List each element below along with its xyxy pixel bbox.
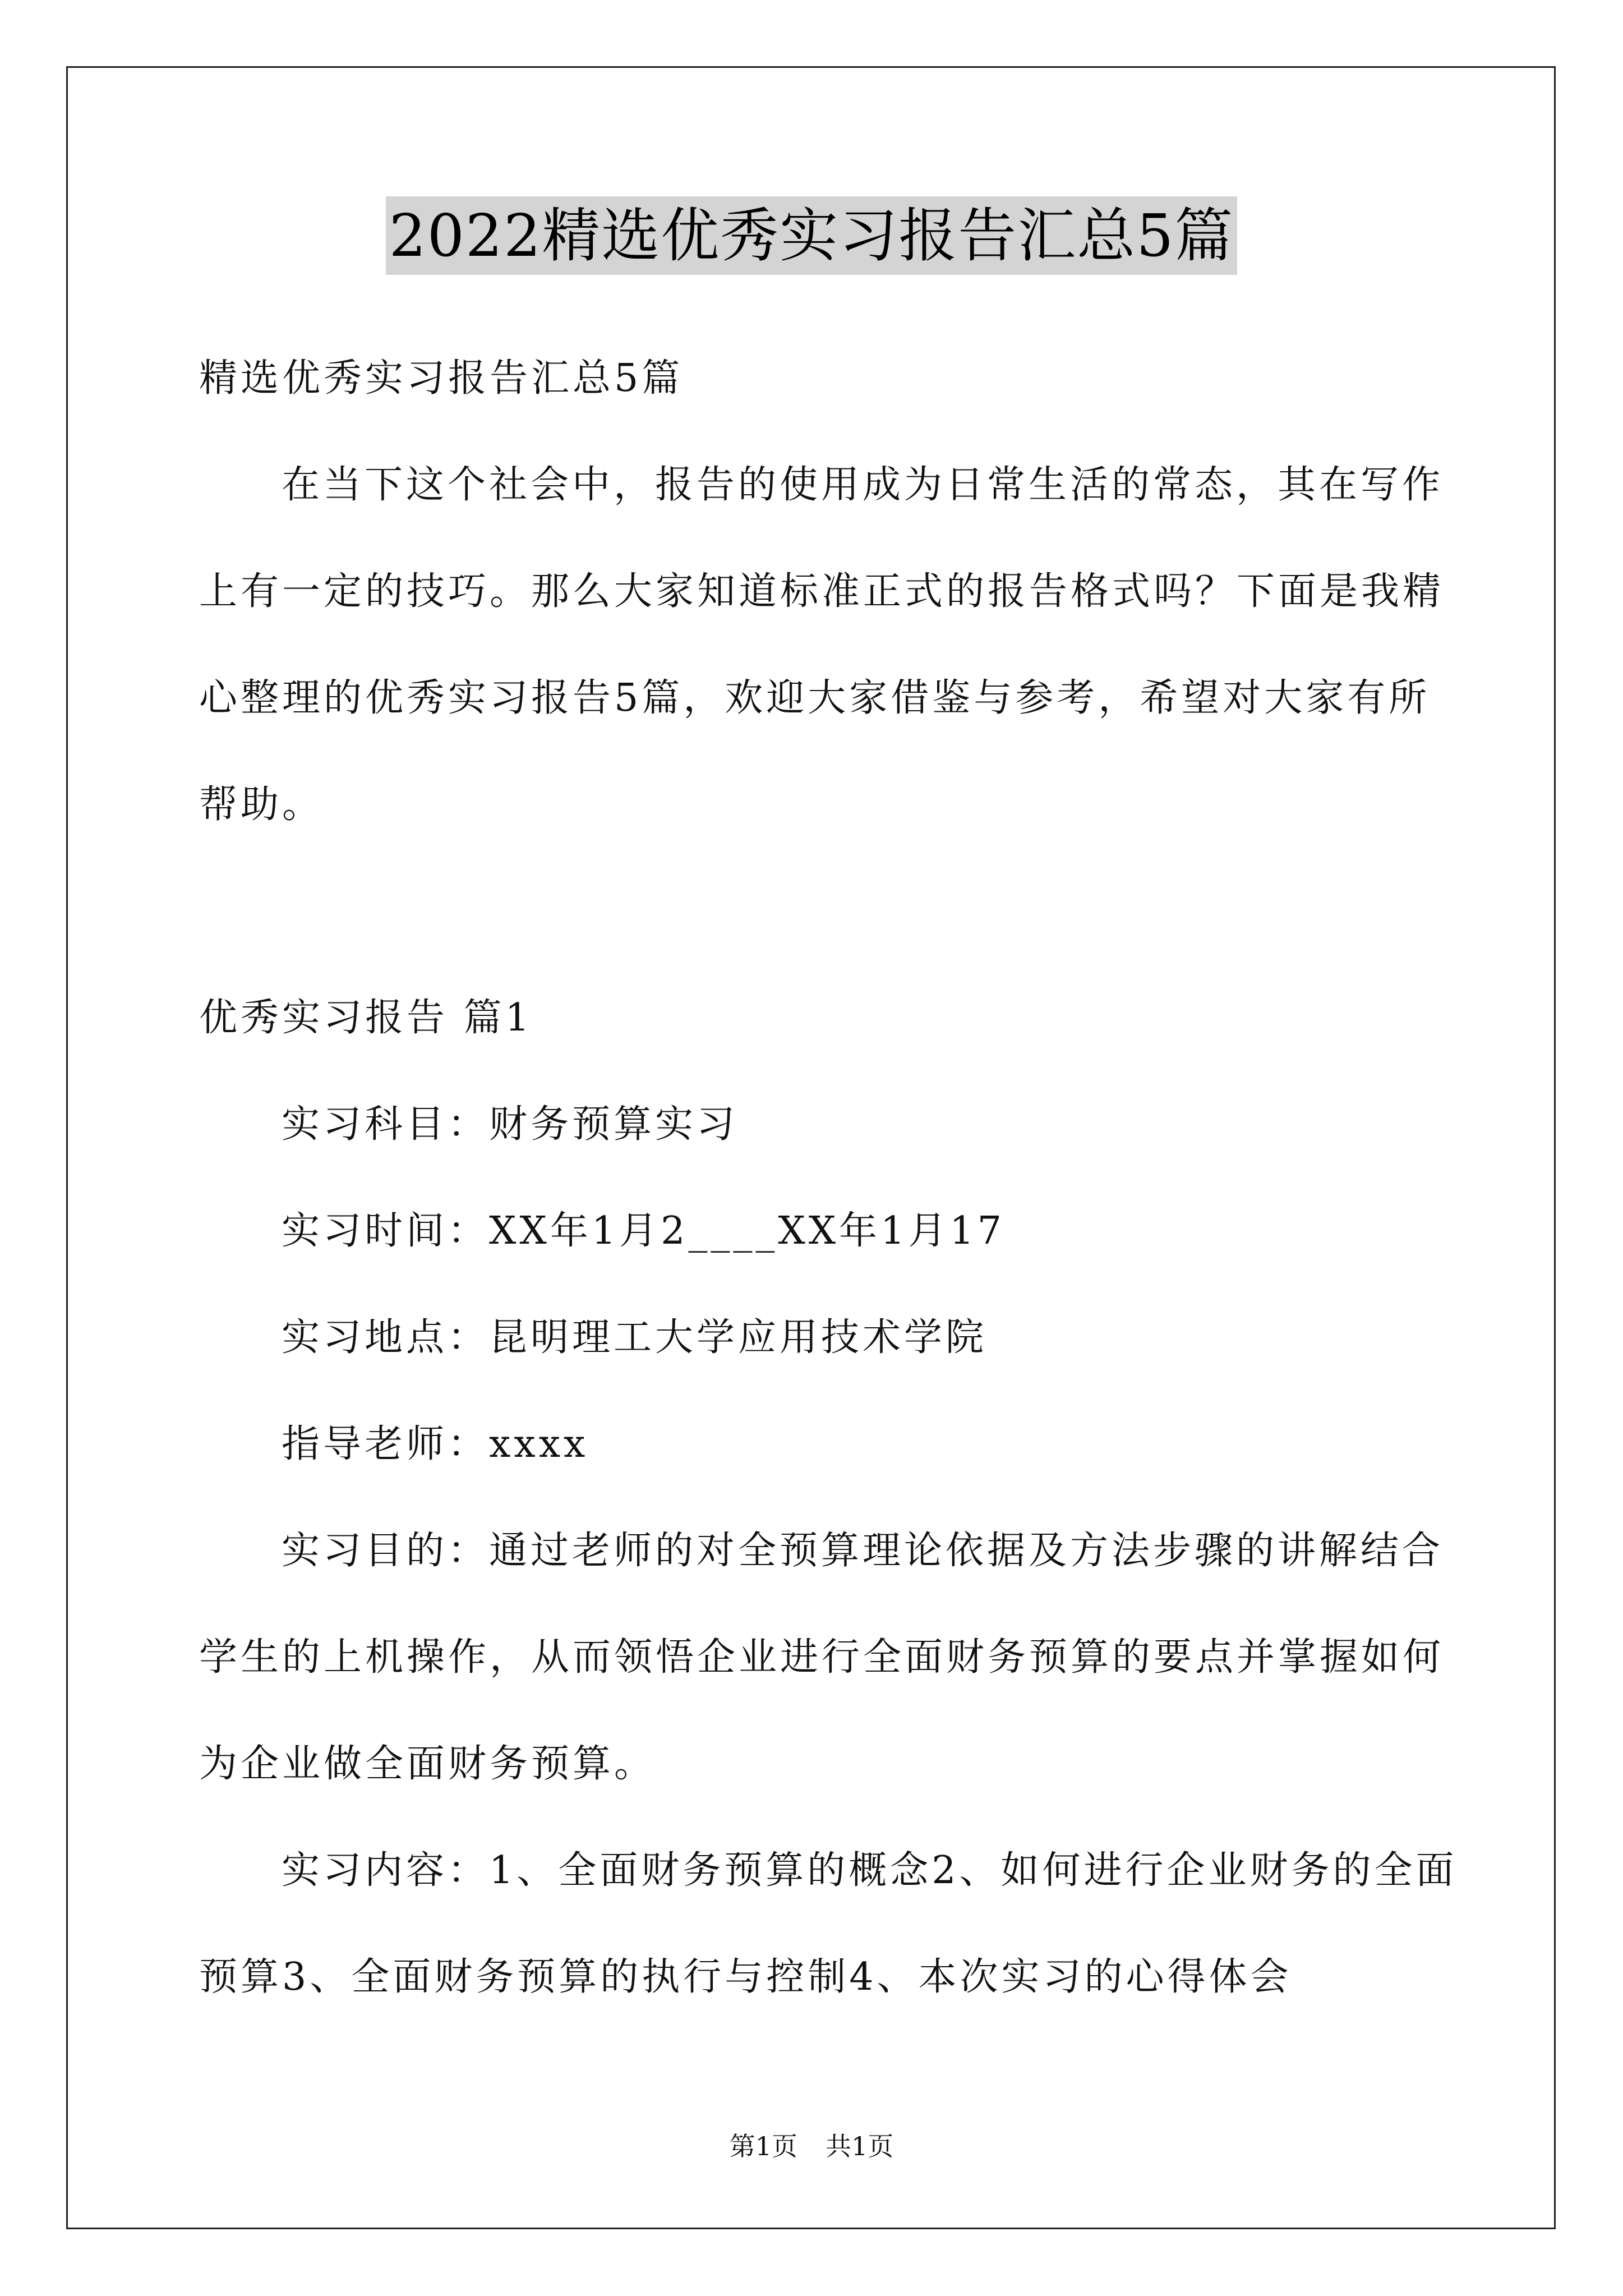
section-heading: 优秀实习报告 篇1: [199, 996, 533, 1040]
internship-subject: 实习科目：财务预算实习: [282, 1102, 739, 1147]
page-current: 第1页: [729, 2131, 797, 2161]
intro-line-3: 心整理的优秀实习报告5篇，欢迎大家借鉴与参考，希望对大家有所: [199, 676, 1431, 720]
intro-line-2: 上有一定的技巧。那么大家知道标准正式的报告格式吗？下面是我精: [199, 569, 1445, 614]
purpose-line-3: 为企业做全面财务预算。: [199, 1742, 656, 1786]
document-title: 2022精选优秀实习报告汇总5篇: [386, 196, 1238, 275]
internship-location: 实习地点：昆明理工大学应用技术学院: [282, 1315, 988, 1360]
intro-line-1: 在当下这个社会中，报告的使用成为日常生活的常态，其在写作: [282, 463, 1444, 507]
content-line-2: 预算3、全面财务预算的执行与控制4、本次实习的心得体会: [199, 1955, 1292, 1999]
page-total: 共1页: [826, 2131, 894, 2161]
page-footer: [0, 2129, 1623, 2163]
title-wrap: [0, 196, 1623, 275]
intro-line-4: 帮助。: [199, 783, 324, 827]
purpose-line-2: 学生的上机操作，从而领悟企业进行全面财务预算的要点并掌握如何: [199, 1635, 1445, 1680]
internship-instructor: 指导老师：xxxx: [282, 1422, 589, 1466]
purpose-line-1: 实习目的：通过老师的对全预算理论依据及方法步骤的讲解结合: [282, 1529, 1444, 1573]
content-line-1: 实习内容：1、全面财务预算的概念2、如何进行企业财务的全面: [282, 1848, 1458, 1893]
internship-time: 实习时间：XX年1月2____XX年1月17: [282, 1209, 1005, 1253]
document-subtitle: 精选优秀实习报告汇总5篇: [199, 356, 684, 401]
